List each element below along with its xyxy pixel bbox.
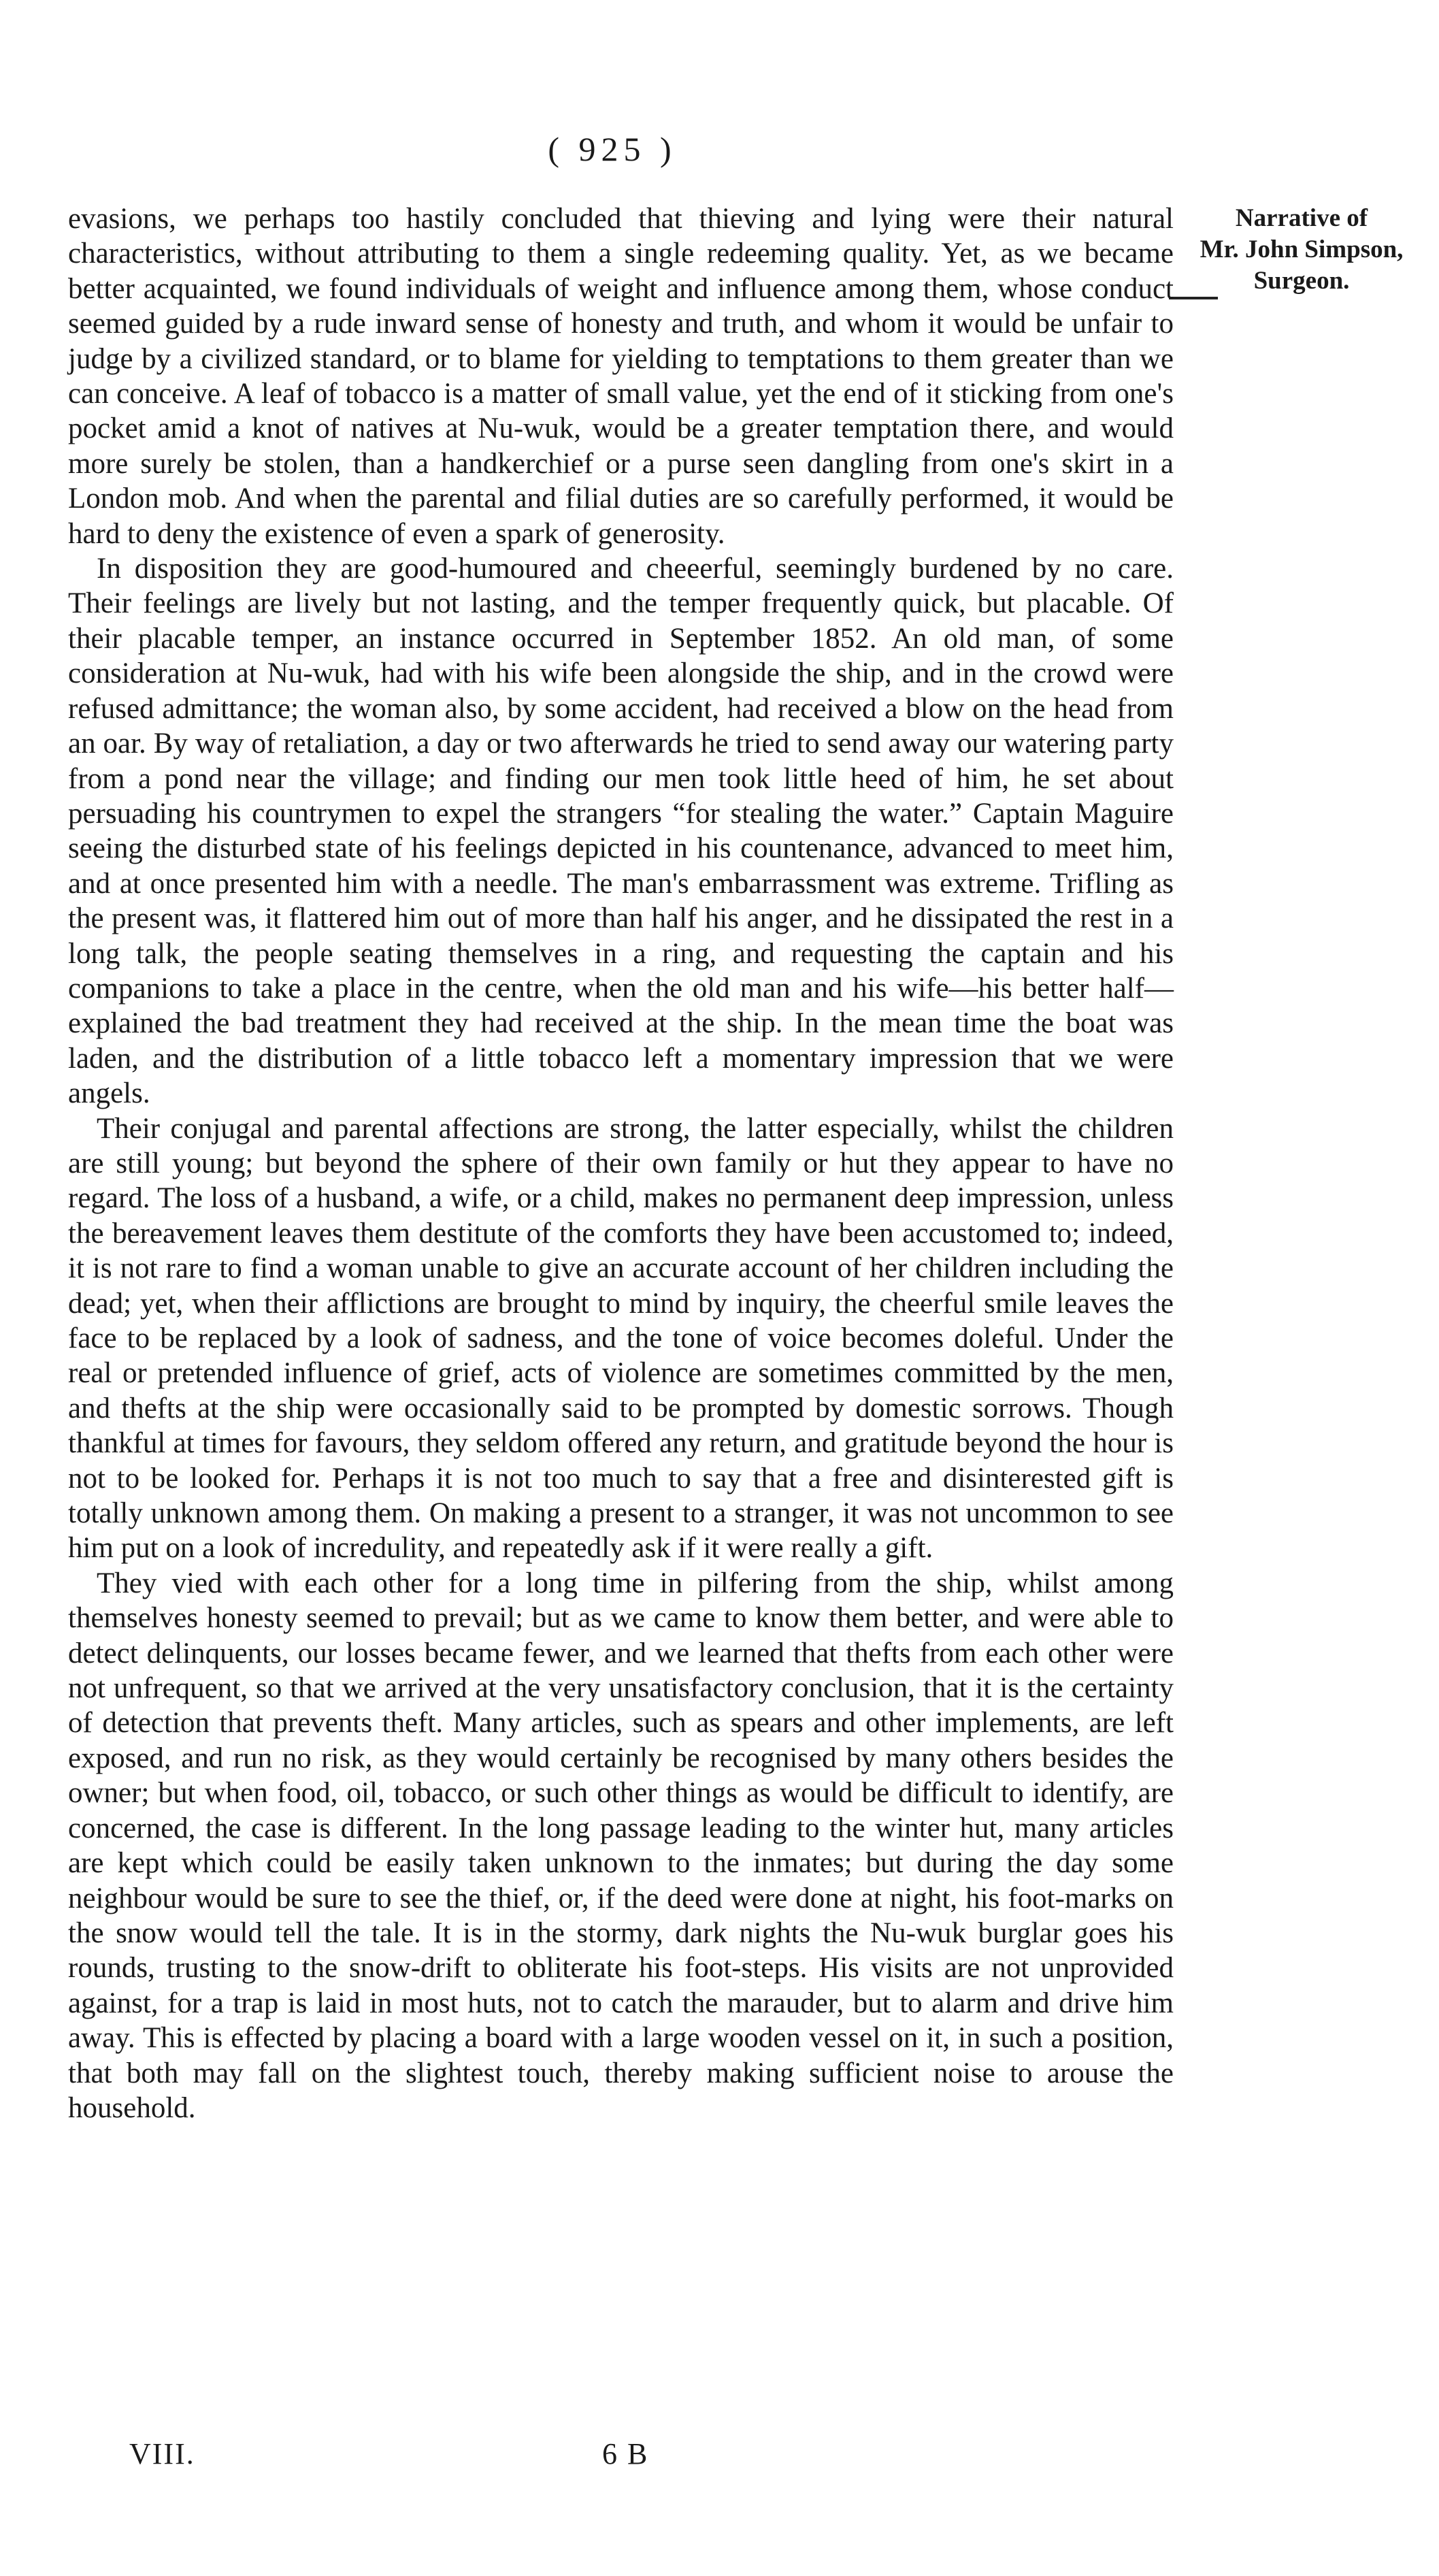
sheet-mark: 6 B [602,2437,649,2471]
signature-mark: VIII. [129,2437,195,2471]
paragraph-affections: Their conjugal and parental affections are strong, the latter especially, whilst the children are still young; but beyond the sphere of their own family or hut they appear to have no regard. The loss of a husband, a wife, or a child, makes no permanent deep impression, unless the bereavement leaves them destitute of the comforts they have been accustomed to; indeed, it is not rare to find a woman unable to give an accurate account of her children including the dead; yet, when their afflictions are brought to mind by inquiry, the cheerful smile leaves the face to be replaced by a look of sadness, and the tone of voice becomes doleful. Under the real or pretended influence of grief, acts of violence are sometimes committed by the men, and thefts at the ship were occasionally said to be prompted by domestic sorrows. Though thankful at times for favours, they seldom offered any return, and gratitude beyond the hour is not to be looked for. Perhaps it is not too much to say that a free and disinterested gift is totally unknown among them. On making a present to a stranger, it was not uncommon to see him put on a look of incredulity, and repeatedly ask if it were really a gift. [68,1112,1174,1565]
margin-note [1169,203,1434,299]
margin-note-line: Narrative of [1235,204,1368,232]
margin-note-rule [1169,297,1218,299]
margin-note-line: Surgeon. [1253,267,1350,295]
paragraph-disposition: In disposition they are good-humoured and cheeerful, seemingly burdened by no care. Their feelings are lively but not lasting, and the temper frequently quick, but placable. Of their placable temper, an instance occurred in September 1852. An old man, of some consideration at Nu-wuk, had with his wife been alongside the ship, and in the crowd were refused admittance; the woman also, by some accident, had received a blow on the head from an oar. By way of retaliation, a day or two afterwards he tried to send away our watering party from a pond near the village; and finding our men took little heed of him, he set about persuading his countrymen to expel the strangers “for stealing the water.” Captain Maguire seeing the disturbed state of his feelings depicted in his countenance, advanced to meet him, and at once presented him with a needle. The man's embarrassment was extreme. Trifling as the present was, it flattered him out of more than half his anger, and he dissipated the rest in a long talk, the people seating themselves in a ring, and requesting the captain and his companions to take a place in the centre, when the old man and his wife—his better half—explained the bad treatment they had received at the ship. In the mean time the boat was laden, and the distribution of a little tobacco left a momentary impression that we were angels. [68,553,1174,1110]
body-text [68,201,1174,2125]
paragraph-pilfering: They vied with each other for a long time in pilfering from the ship, whilst among themselves honesty seemed to prevail; but as we came to know them better, and were able to detect delinquents, our losses became fewer, and we learned that thefts from each other were not unfrequent, so that we arrived at the very unsatisfactory conclusion, that it is the certainty of detection that prevents theft. Many articles, such as spears and other implements, are left exposed, and run no risk, as they would certainly be recognised by many others besides the owner; but when food, oil, tobacco, or such other things as would be difficult to identify, are concerned, the case is different. In the long passage leading to the winter hut, many articles are kept which could be easily taken unknown to the inmates; but during the day some neighbour would be sure to see the thief, or, if the deed were done at night, his foot-marks on the snow would tell the tale. It is in the stormy, dark nights the Nu-wuk burglar goes his rounds, trusting to the snow-drift to obliterate his foot-steps. His visits are not unprovided against, for a trap is laid in most huts, not to catch the marauder, but to alarm and drive him away. This is effected by placing a board with a large wooden vessel on it, in such a position, that both may fall on the slightest touch, thereby making sufficient noise to arouse the household. [68,1567,1174,2124]
page-number: ( 925 ) [548,130,677,168]
paragraph-continued: evasions, we perhaps too hastily concluded that thieving and lying were their natural characteristics, without attributing to them a single redeeming quality. Yet, as we became better acquainted, we found individuals of weight and influence among them, whose conduct seemed guided by a rude inward sense of honesty and truth, and whom it would be unfair to judge by a civilized standard, or to blame for yielding to temptations to them greater than we can conceive. A leaf of tobacco is a matter of small value, yet the end of it sticking from one's pocket amid a knot of natives at Nu-wuk, would be a greater temptation there, and would more surely be stolen, than a handkerchief or a purse seen dangling from one's skirt in a London mob. And when the parental and filial duties are so carefully performed, it would be hard to deny the existence of even a spark of generosity. [68,203,1174,550]
margin-note-line: Mr. John Simpson, [1200,235,1404,263]
